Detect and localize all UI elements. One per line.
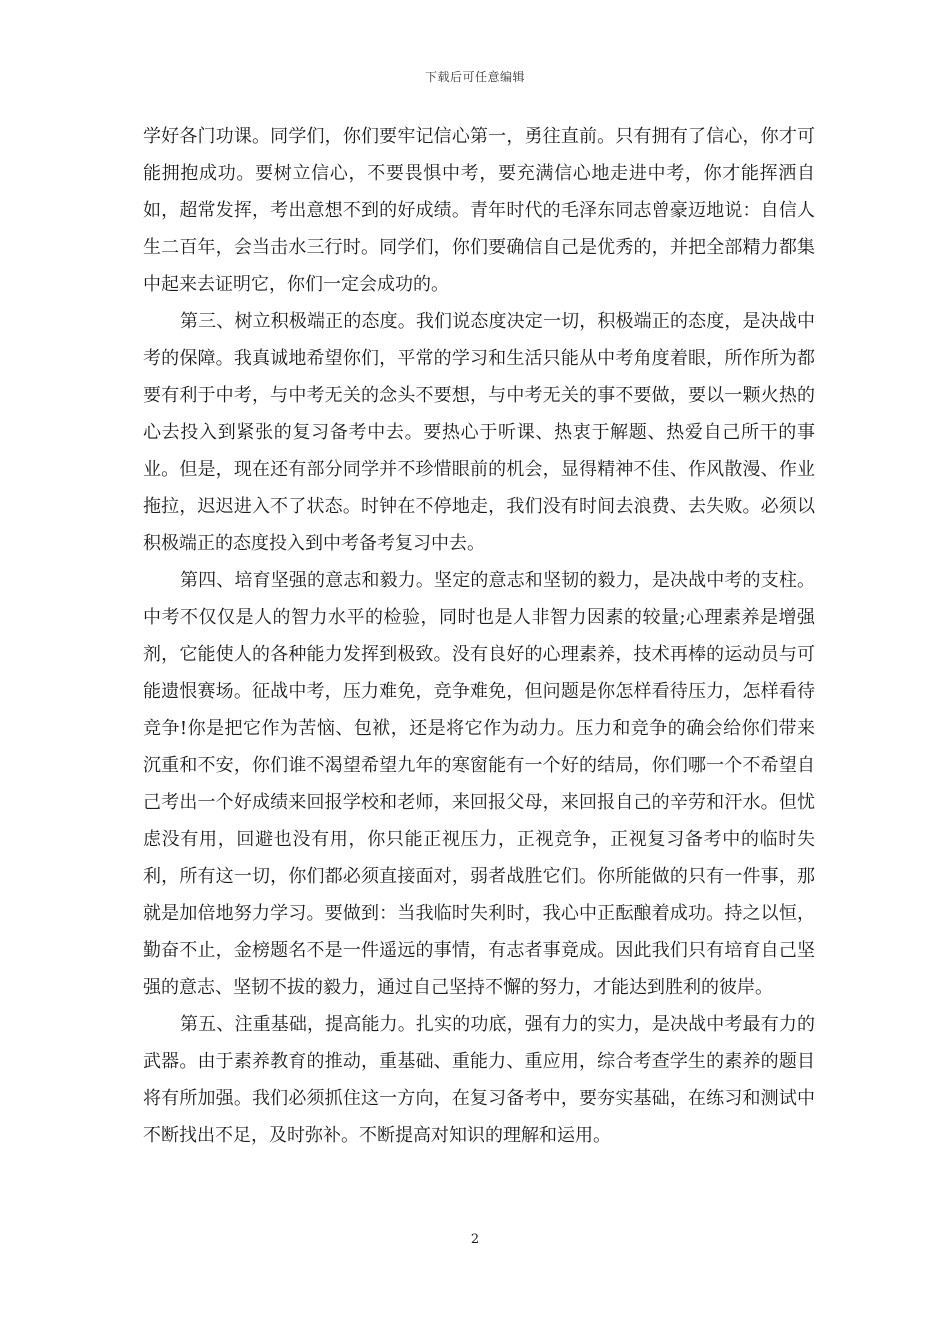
page-number: 2 xyxy=(470,1232,480,1247)
paragraph-fifth-foundation: 第五、注重基础，提高能力。扎实的功底，强有力的实力，是决战中考最有力的武器。由于素养教育的推动，重基础、重能力、重应用，综合考查学生的素养的题目将有所加强。我们必须抓住这一方向，在复习备考中，要夯实基础，在练习和测试中不断找出不足，及时弥补。不断提高对知识的理解和运用。 xyxy=(143,1014,815,1146)
page-header-note: 下载后可任意编辑 xyxy=(424,70,525,84)
paragraph-third-attitude: 第三、树立积极端正的态度。我们说态度决定一切，积极端正的态度，是决战中考的保障。我真诚地希望你们，平常的学习和生活只能从中考角度着眼，所作所为都要有利于中考，与中考无关的念头不要想，与中考无关的事不要做，要以一颗火热的心去投入到紧张的复习备考中去。要热心于听课、热衷于解题、热爱自己所干的事业。但是，现在还有部分同学并不珍惜眼前的机会，显得精神不佳、作风散漫、作业拖拉，迟迟进入不了状态。时钟在不停地走，我们没有时间去浪费、去失败。必须以积极端正的态度投入到中考备考复习中去。 xyxy=(143,311,815,554)
paragraph-fourth-willpower: 第四、培育坚强的意志和毅力。坚定的意志和坚韧的毅力，是决战中考的支柱。中考不仅仅是人的智力水平的检验，同时也是人非智力因素的较量;心理素养是增强剂，它能使人的各种能力发挥到极致。没有良好的心理素养，技术再棒的运动员与可能遗恨赛场。征战中考，压力难免，竞争难免，但问题是你怎样看待压力，怎样看待竞争!你是把它作为苦恼、包袱，还是将它作为动力。压力和竞争的确会给你们带来沉重和不安，你们谁不渴望希望九年的寒窗能有一个好的结局，你们哪一个不希望自己考出一个好成绩来回报学校和老师，来回报父母，来回报自己的辛劳和汗水。但忧虑没有用，回避也没有用，你只能正视压力，正视竞争，正视复习备考中的临时失利，所有这一切，你们都必须直接面对，弱者战胜它们。你所能做的只有一件事，那就是加倍地努力学习。要做到：当我临时失利时，我心中正酝酿着成功。持之以恒，勤奋不止，金榜题名不是一件遥远的事情，有志者事竟成。因此我们只有培育自己坚强的意志、坚韧不拔的毅力，通过自己坚持不懈的努力，才能达到胜利的彼岸。 xyxy=(143,570,815,998)
document-body xyxy=(143,118,815,1154)
paragraph-confidence-continued: 学好各门功课。同学们，你们要牢记信心第一，勇往直前。只有拥有了信心，你才可能拥抱成功。要树立信心，不要畏惧中考，要充满信心地走进中考，你才能挥洒自如，超常发挥，考出意想不到的好成绩。青年时代的毛泽东同志曾豪迈地说：自信人生二百年，会当击水三行时。同学们，你们要确信自己是优秀的，并把全部精力都集中起来去证明它，你们一定会成功的。 xyxy=(143,126,815,295)
